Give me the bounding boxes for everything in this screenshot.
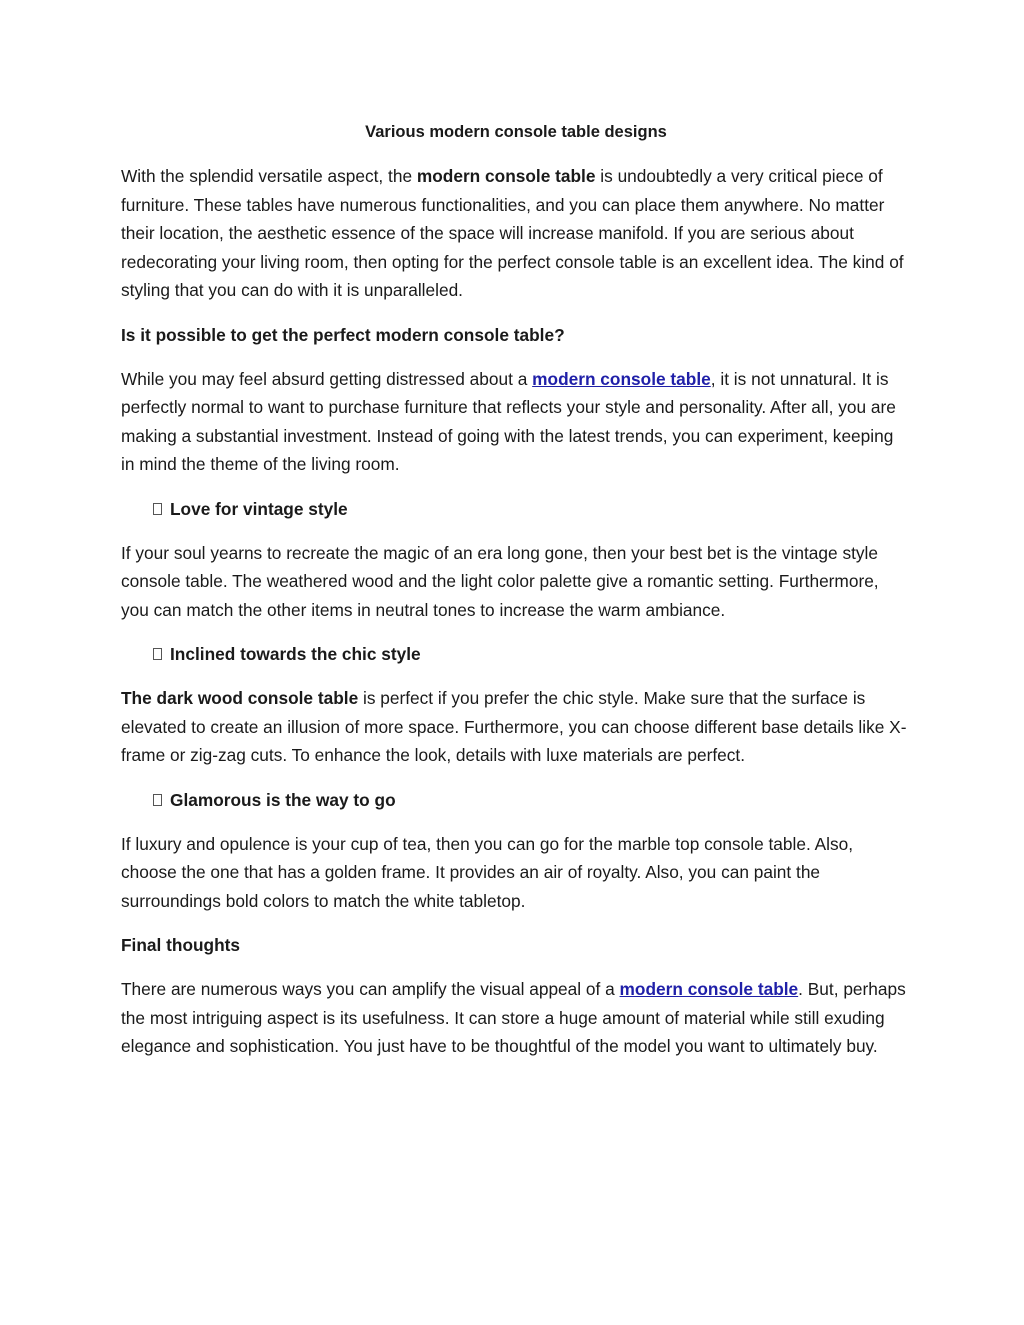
bullet-chic-style [153, 640, 911, 668]
paragraph-final [121, 975, 911, 1061]
bullet-glyph-icon [153, 503, 162, 515]
modern-console-table-link-1[interactable]: modern console table [532, 368, 711, 389]
intro-paragraph [121, 162, 911, 305]
paragraph-distressed-after: , it is not unnatural. It is perfectly normal to want to purchase furniture that reflects your style and personality. After all, you are making a substantial investment. Instead of going with the latest trends, you can experiment, keeping in mind the theme of the living room. [121, 368, 896, 474]
paragraph-chic-after: is perfect if you prefer the chic style. Make sure that the surface is elevated to create an illusion of more space. Furthermore, you can choose different base details like X-frame or zig-zag cuts. To enhance the look, details with luxe materials are perfect. [121, 688, 907, 765]
bullet-vintage-label: Love for vintage style [170, 498, 348, 519]
paragraph-glamorous: If luxury and opulence is your cup of tea, then you can go for the marble top console table. Also, choose the one that has a golden frame. It provides an air of royalty. Also, you can paint the surroundings bold colors to match the white tabletop. [121, 833, 854, 911]
section-heading-perfect-table: Is it possible to get the perfect modern console table? [121, 324, 565, 345]
paragraph-final-after: . But, perhaps the most intriguing aspect is its usefulness. It can store a huge amount of material while still exuding elegance and sophistication. You just have to be thoughtful of the model you want to ultimately buy. [121, 979, 906, 1056]
paragraph-chic-bold-phrase: The dark wood console table [121, 688, 359, 708]
bullet-glyph-icon [153, 794, 162, 806]
bullet-glamorous-label: Glamorous is the way to go [170, 789, 396, 810]
bullet-glyph-icon [153, 648, 162, 660]
bullet-vintage-style [153, 495, 911, 523]
section-heading-final-thoughts: Final thoughts [121, 935, 241, 955]
paragraph-chic [121, 684, 911, 770]
paragraph-final-before: There are numerous ways you can amplify the visual appeal of a [121, 979, 620, 999]
bullet-glamorous-style [153, 786, 911, 814]
paragraph-vintage: If your soul yearns to recreate the magic of an era long gone, then your best bet is the vintage style console table. The weathered wood and the light color palette give a romantic setting. Furthermore, you can match the other items in neutral tones to increase the warm ambiance. [121, 542, 879, 620]
modern-console-table-link-2[interactable]: modern console table [619, 979, 799, 999]
intro-bold-phrase: modern console table [416, 166, 596, 186]
intro-text-before: With the splendid versatile aspect, the [121, 166, 417, 186]
intro-text-after: is undoubtedly a very critical piece of furniture. These tables have numerous functionalities, and you can place them anywhere. No matter their location, the aesthetic essence of the space will increase manifold. If you are serious about redecorating your living room, then opting for the perfect console table is an excellent idea. The kind of styling that you can do with it is unparalleled. [121, 166, 904, 300]
paragraph-distressed-before: While you may feel absurd getting distressed about a [121, 368, 533, 389]
document-title: Various modern console table designs [365, 123, 667, 141]
bullet-chic-label: Inclined towards the chic style [170, 644, 421, 664]
paragraph-distressed [121, 365, 911, 479]
document-page [121, 118, 911, 1077]
